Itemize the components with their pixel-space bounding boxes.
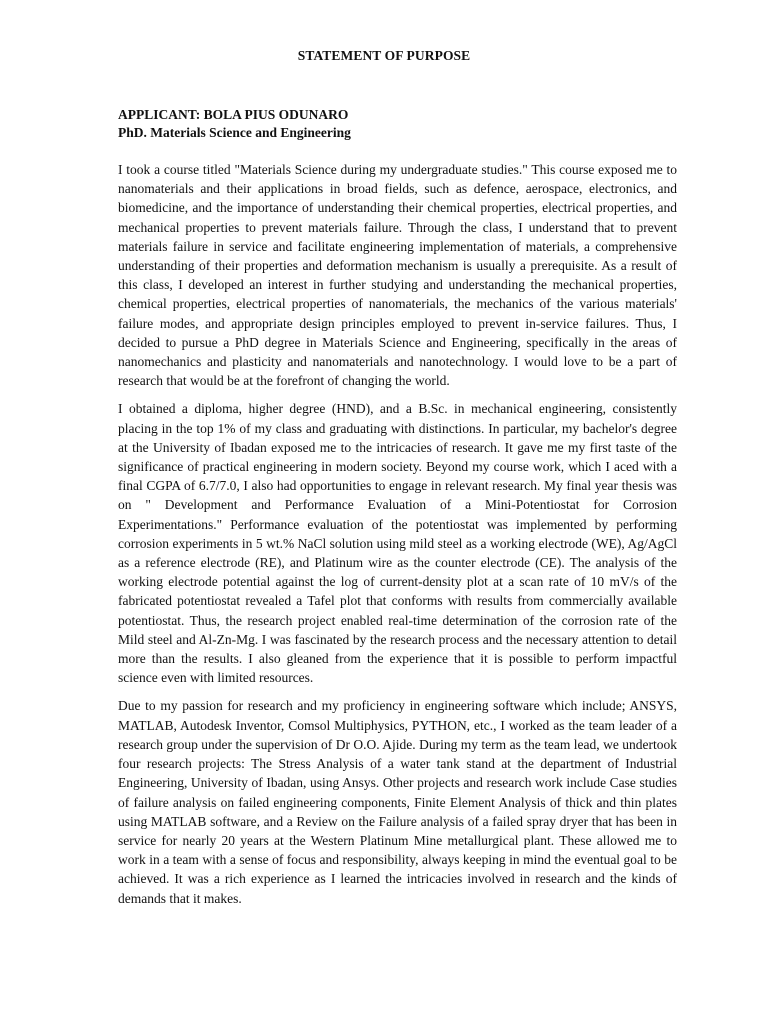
document-body: [118, 160, 677, 917]
program-name: PhD. Materials Science and Engineering: [118, 125, 351, 140]
paragraph-1: I took a course titled "Materials Science during my undergraduate studies." This course exposed me to nanomaterials and their applications in broad fields, such as defence, aerospace, electronics, and biomedicine, and the importance of understanding their chemical properties, electrical properties, and mechanical properties to prevent materials failure. Through the class, I understand that to prevent materials failure in service and facilitate engineering implementation of materials, a comprehensive understanding of their properties and deformation mechanism is usually a prerequisite. As a result of this class, I developed an interest in further studying and understanding the mechanical properties, chemical properties, electrical properties of nanomaterials, the mechanics of the various materials' failure modes, and appropriate design principles employed to prevent in-service failures. Thus, I decided to pursue a PhD degree in Materials Science and Engineering, specifically in the areas of nanomechanics and plasticity and nanomaterials and nanotechnology. I would love to be a part of research that would be at the forefront of changing the world.: [118, 162, 677, 389]
applicant-header: [118, 106, 678, 142]
paragraph-2: I obtained a diploma, higher degree (HND), and a B.Sc. in mechanical engineering, consistently placing in the top 1% of my class and graduating with distinctions. In particular, my bachelor's degree at the University of Ibadan exposed me to the intricacies of research. It gave me my first taste of the significance of practical engineering in modern society. Beyond my course work, which I aced with a final CGPA of 6.7/7.0, I also had opportunities to engage in relevant research. My final year thesis was on " Development and Performance Evaluation of a Mini-Potentiostat for Corrosion Experimentations." Performance evaluation of the potentiostat was implemented by performing corrosion experiments in 5 wt.% NaCl solution using mild steel as a working electrode (WE), Ag/AgCl as a reference electrode (RE), and Platinum wire as the counter electrode (CE). The analysis of the working electrode potential against the log of current-density plot at a scan rate of 10 mV/s of the fabricated potentiostat revealed a Tafel plot that conforms with results from commercially available potentiostat. Thus, the research project enabled real-time determination of the corrosion rate of the Mild steel and Al-Zn-Mg. I was fascinated by the research process and the necessary attention to detail more than the results. I also gleaned from the experience that it is possible to perform impactful science even with limited resources.: [118, 401, 677, 686]
applicant-name: APPLICANT: BOLA PIUS ODUNARO: [118, 107, 349, 122]
document-title: STATEMENT OF PURPOSE: [297, 48, 471, 63]
paragraph-3: Due to my passion for research and my proficiency in engineering software which include; ANSYS, MATLAB, Autodesk Inventor, Comsol Multiphysics, PYTHON, etc., I worked as the team leader of a research group under the supervision of Dr O.O. Ajide. During my term as the team lead, we undertook four research projects: The Stress Analysis of a water tank stand at the department of Industrial Engineering, University of Ibadan, using Ansys. Other projects and research work include Case studies of failure analysis on failed engineering components, Finite Element Analysis of thick and thin plates using MATLAB software, and a Review on the Failure analysis of a failed spray dryer that has been in service for nearly 20 years at the Western Platinum Mine metallurgical plant. These allowed me to work in a team with a sense of focus and responsibility, always keeping in mind the eventual goal to be achieved. It was a rich experience as I learned the intricacies involved in research and the kinds of demands that it makes.: [118, 698, 677, 906]
